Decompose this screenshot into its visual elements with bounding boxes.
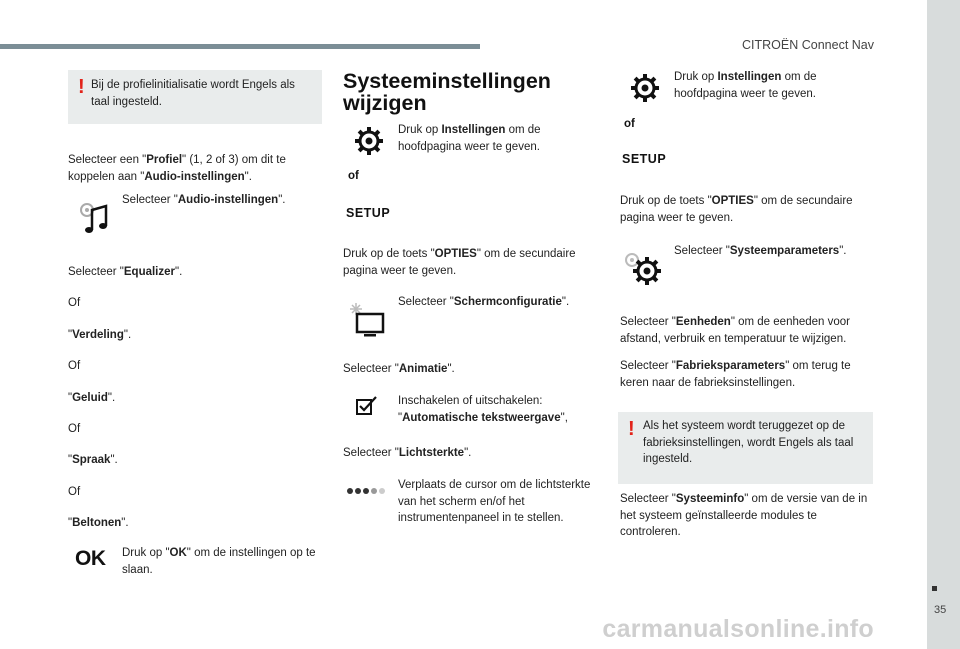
- watermark: carmanualsonline.info: [602, 615, 874, 643]
- option-beltonen: "Beltonen".: [68, 517, 129, 529]
- option-spraak: "Spraak".: [68, 454, 118, 466]
- of-text-3: Of: [68, 423, 81, 435]
- select-sysinfo-text: Selecteer "Systeeminfo" om de versie van de in het systeem geïnstalleerde modules te controleren.: [620, 493, 868, 538]
- toggle-text: Inschakelen of uitschakelen: "Automatische tekstweergave",: [398, 395, 568, 424]
- warning-icon: !: [78, 76, 85, 98]
- of-text-4: Of: [68, 486, 81, 498]
- screen-config-icon: [346, 302, 386, 338]
- of-text-1: Of: [68, 297, 81, 309]
- option-geluid: "Geluid".: [68, 392, 116, 404]
- option-verdeling: "Verdeling".: [68, 329, 132, 341]
- system-parameters-icon: [622, 250, 662, 286]
- select-factory-text: Selecteer "Fabrieksparameters" om terug te keren naar de fabrieksinstellingen.: [620, 360, 851, 389]
- of-label-2: of: [624, 118, 635, 130]
- select-screen-text: Selecteer "Schermconfiguratie".: [398, 296, 570, 308]
- press-settings-text-2: Druk op Instellingen om de hoofdpagina weer te geven.: [674, 71, 817, 100]
- page-number: 35: [934, 604, 947, 616]
- settings-gear-icon: [354, 126, 384, 156]
- header-title: CITROËN Connect Nav: [742, 38, 874, 52]
- press-options-text-2: Druk op de toets "OPTIES" om de secundaire pagina weer te geven.: [620, 195, 853, 224]
- checkbox-icon: [356, 396, 378, 416]
- of-label: of: [348, 170, 359, 182]
- note-text-2: Als het systeem wordt teruggezet op de fabrieksinstellingen, wordt Engels als taal ingesteld.: [643, 420, 854, 465]
- press-settings-text: Druk op Instellingen om de hoofdpagina weer te geven.: [398, 124, 541, 153]
- select-sysparams-text: Selecteer "Systeemparameters".: [674, 245, 847, 257]
- note-profile: [68, 70, 322, 124]
- audio-settings-icon: [76, 200, 110, 236]
- press-ok-text: Druk op "OK" om de instellingen op te slaan.: [122, 547, 316, 576]
- move-cursor-text: Verplaats de cursor om de lichtsterkte van het scherm en/of het instrumentenpaneel in te stellen.: [398, 479, 591, 524]
- warning-icon-2: !: [628, 418, 635, 440]
- select-units-text: Selecteer "Eenheden" om de eenheden voor afstand, verbruik en temperatuur te wijzigen.: [620, 316, 851, 345]
- note-factory-reset: [618, 412, 873, 484]
- select-equalizer-text: Selecteer "Equalizer".: [68, 266, 183, 278]
- note-text: Bij de profielinitialisatie wordt Engels als taal ingesteld.: [91, 79, 295, 108]
- setup-button-label-2: SETUP: [622, 152, 667, 166]
- select-profile-text: Selecteer een "Profiel" (1, 2 of 3) om dit te koppelen aan "Audio-instellingen".: [68, 154, 286, 183]
- settings-gear-icon-2: [630, 73, 660, 103]
- setup-button-label: SETUP: [346, 206, 391, 220]
- of-text-2: Of: [68, 360, 81, 372]
- right-sidebar: [927, 0, 960, 649]
- select-animation-text: Selecteer "Animatie".: [343, 363, 455, 375]
- ok-button-icon: OK: [75, 547, 106, 570]
- press-options-text: Druk op de toets "OPTIES" om de secundaire pagina weer te geven.: [343, 248, 576, 277]
- select-brightness-text: Selecteer "Lichtsterkte".: [343, 447, 472, 459]
- header-rule: [0, 44, 480, 49]
- section-title: Systeeminstellingen wijzigen: [343, 69, 551, 115]
- page-marker: [932, 586, 937, 591]
- select-audio-text: Selecteer "Audio-instellingen".: [122, 194, 286, 206]
- brightness-slider-icon: [346, 486, 390, 496]
